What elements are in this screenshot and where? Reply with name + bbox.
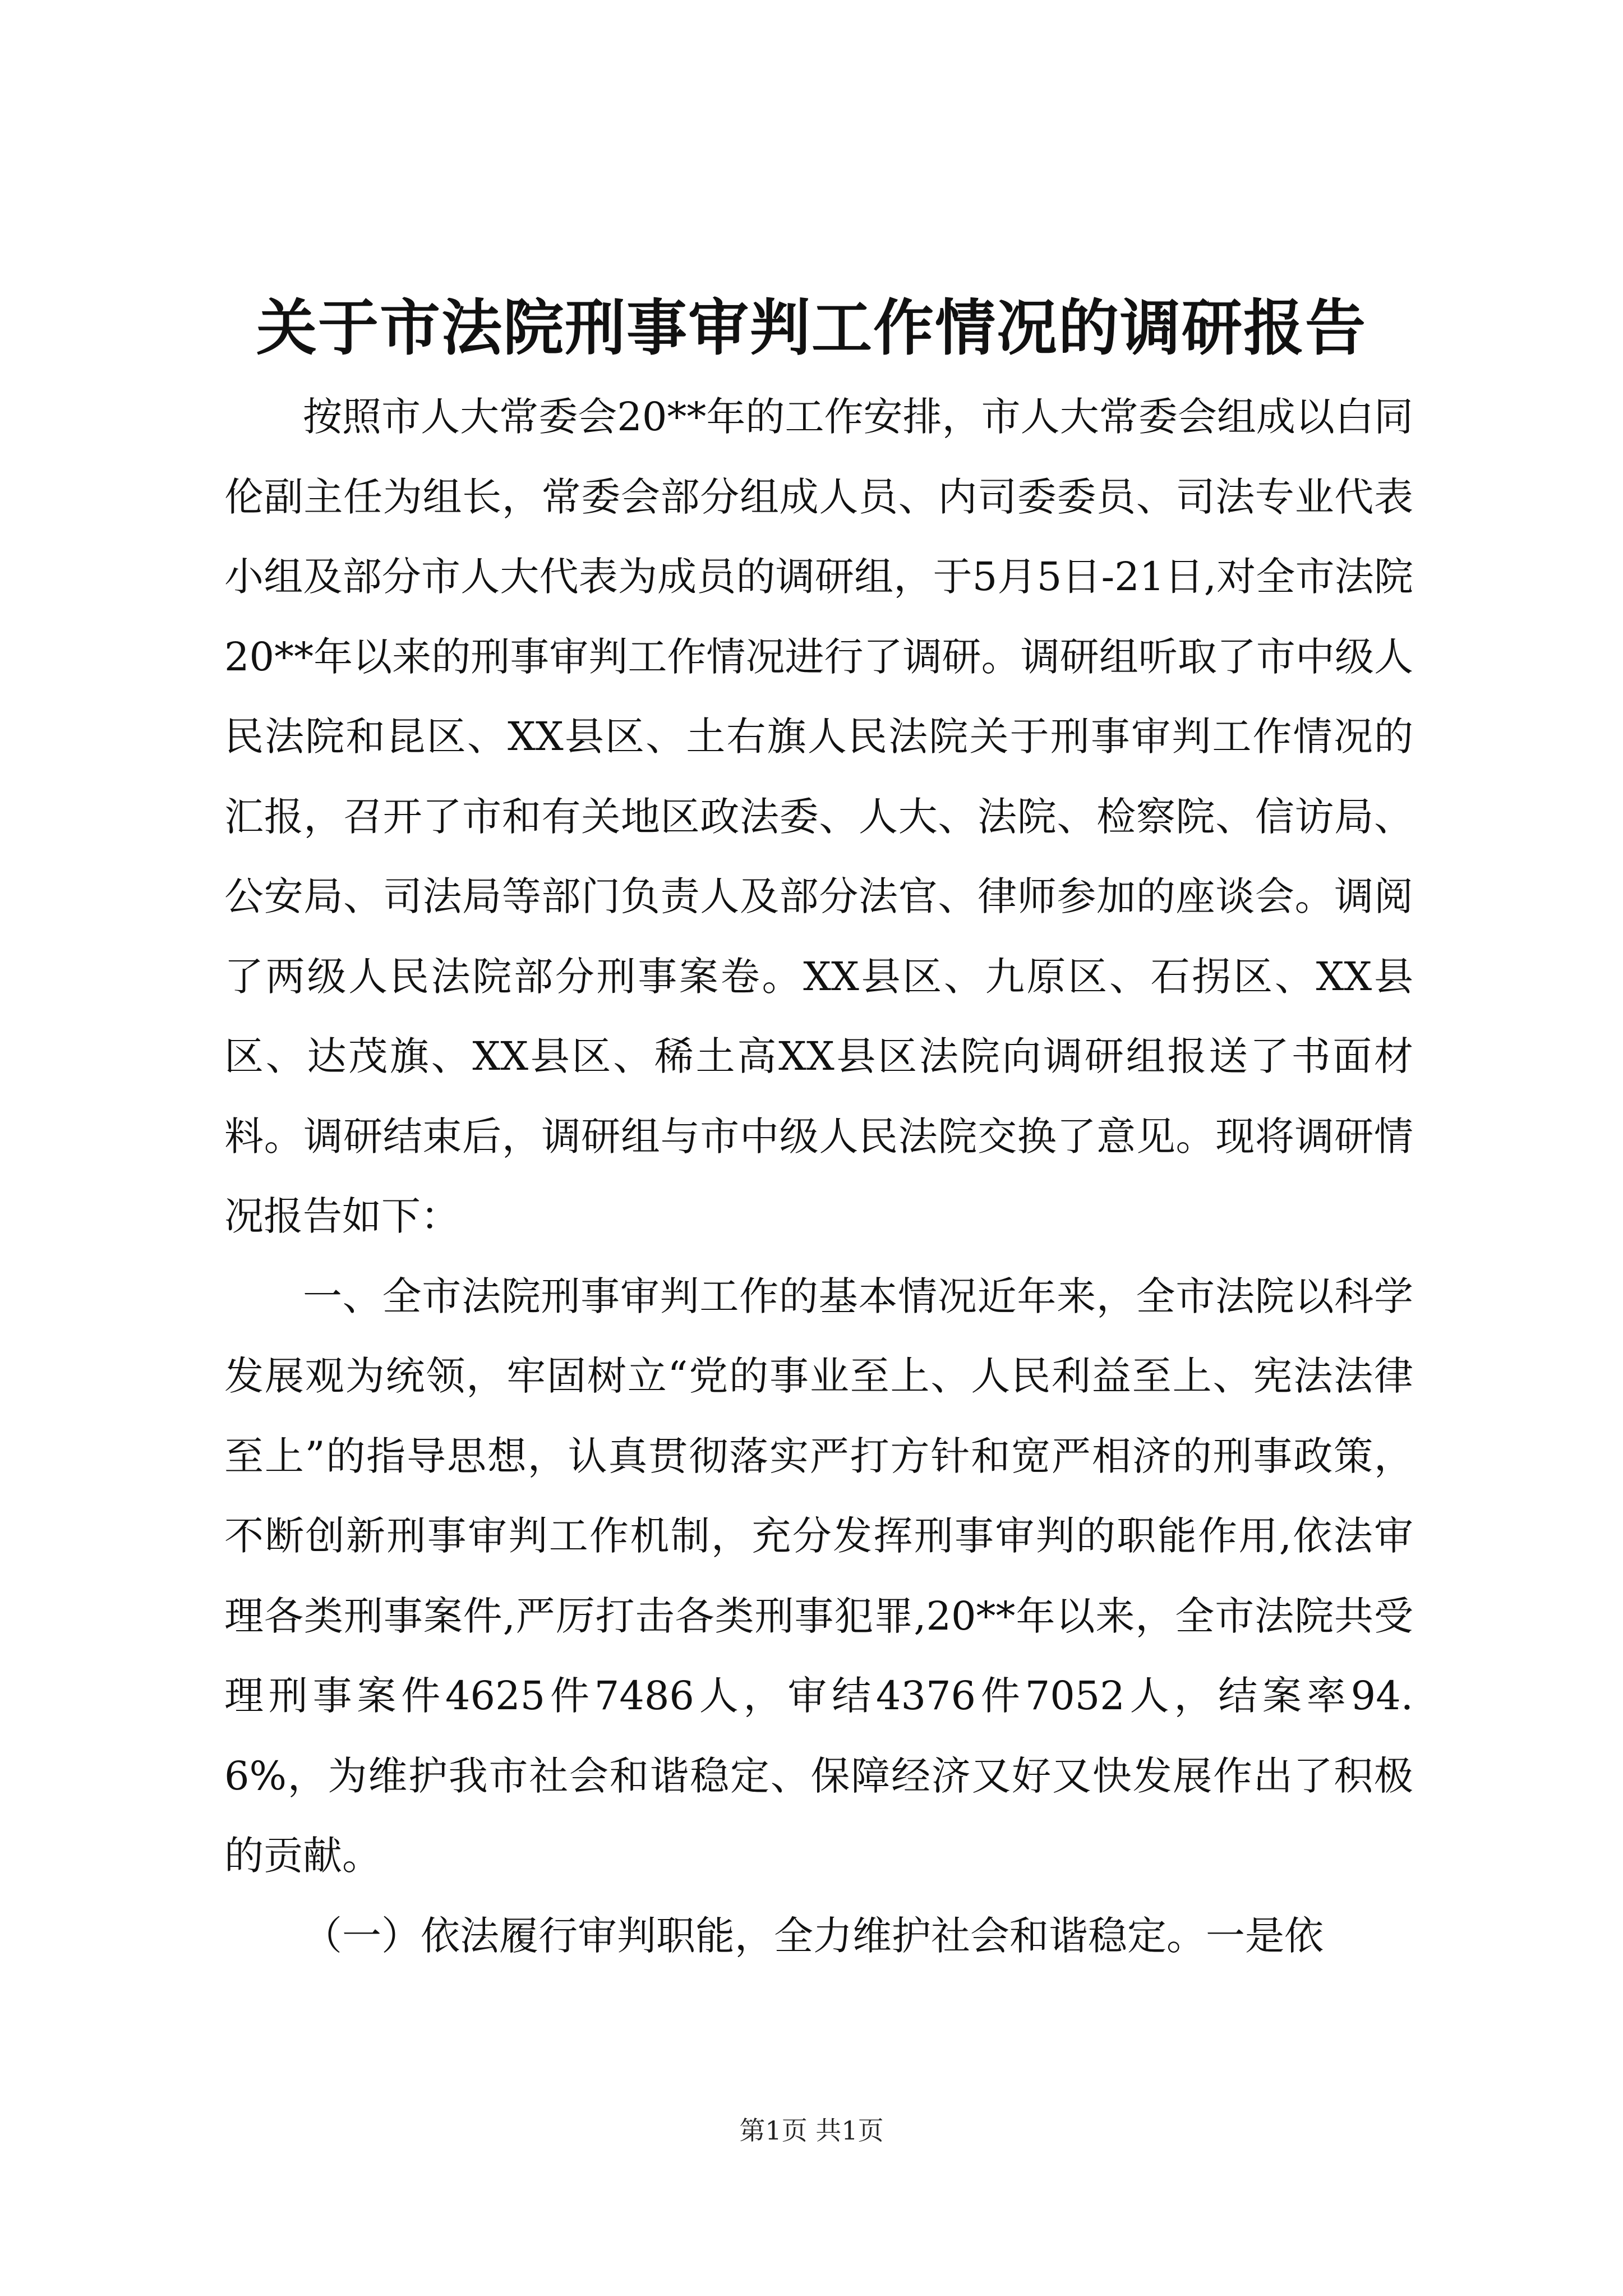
paragraph-section-one: 一、全市法院刑事审判工作的基本情况近年来，全市法院以科学发展观为统领，牢固树立“党的事业至上、人民利益至上、宪法法律至上”的指导思想，认真贯彻落实严打方针和宽严相济的刑事政策，不断创新刑事审判工作机制，充分发挥刑事审判的职能作用,依法审理各类刑事案件,严厉打击各类刑事犯罪,20**年以来，全市法院共受理刑事案件4625件7486人，审结4376件7052人，结案率94.6%，为维护我市社会和谐稳定、保障经济又好又快发展作出了积极的贡献。 (224, 1273, 1413, 1879)
paragraph-intro: 按照市人大常委会20**年的工作安排，市人大常委会组成以白同伦副主任为组长，常委会部分组成人员、内司委委员、司法专业代表小组及部分市人大代表为成员的调研组，于5月5日-21日,对全市法院20**年以来的刑事审判工作情况进行了调研。调研组听取了市中级人民法院和昆区、XX县区、土右旗人民法院关于刑事审判工作情况的汇报，召开了市和有关地区政法委、人大、法院、检察院、信访局、公安局、司法局等部门负责人及部分法官、律师参加的座谈会。调阅了两级人民法院部分刑事案卷。XX县区、九原区、石拐区、XX县区、达茂旗、XX县区、稀土高XX县区法院向调研组报送了书面材料。调研结束后，调研组与市中级人民法院交换了意见。现将调研情况报告如下： (224, 394, 1413, 1239)
document-body (224, 377, 1413, 1976)
page-number-footer: 第1页 共1页 (739, 2115, 884, 2146)
document-title: 关于市法院刑事审判工作情况的调研报告 (256, 293, 1367, 364)
paragraph-subsection-one: （一）依法履行审判职能，全力维护社会和谐稳定。一是依 (303, 1912, 1324, 1959)
